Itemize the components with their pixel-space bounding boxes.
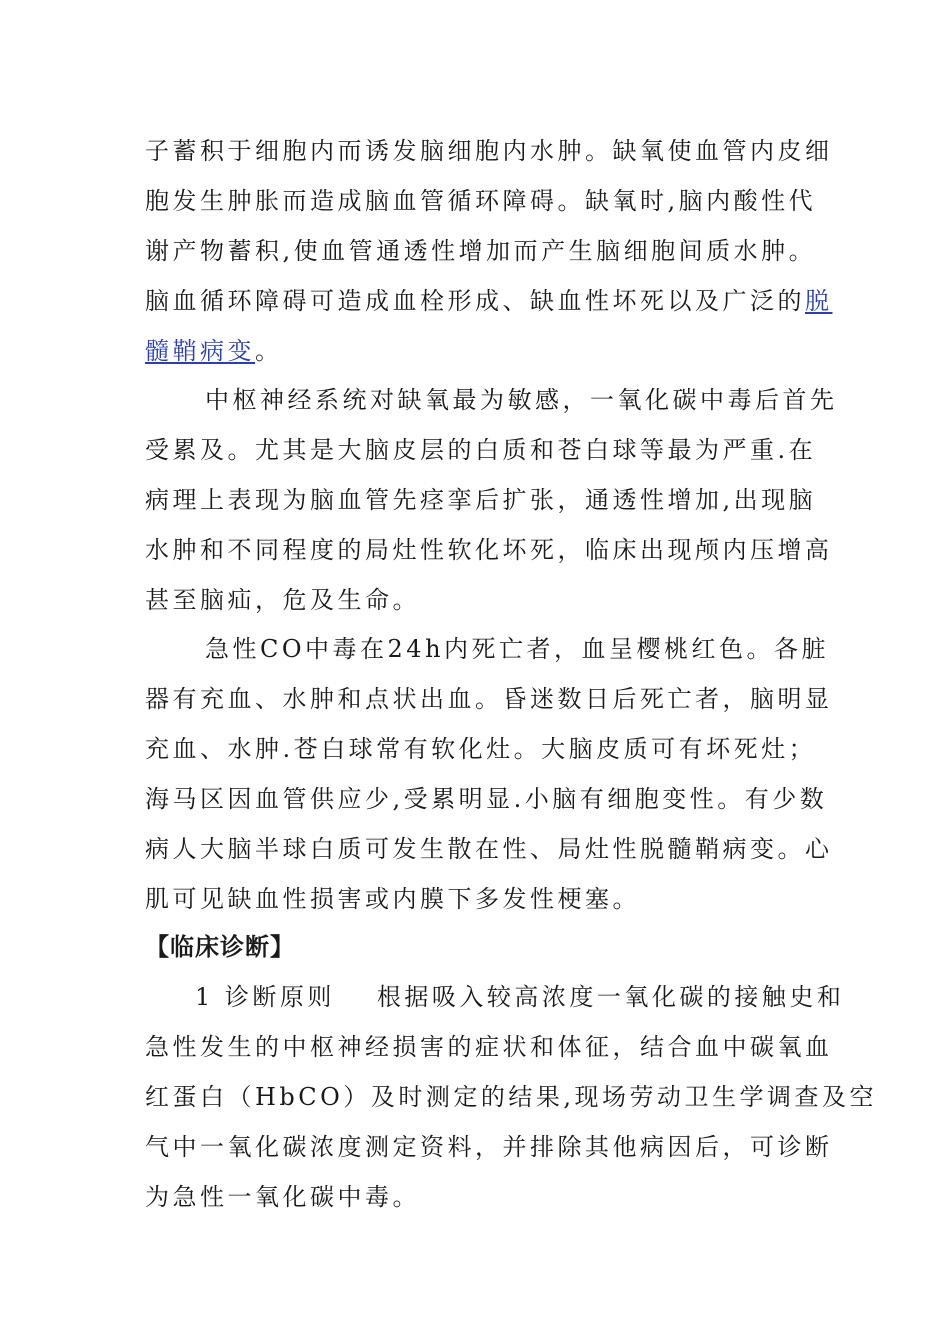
paragraph-line	[145, 286, 833, 316]
paragraph-line: 受累及。尤其是大脑皮层的白质和苍白球等最为严重.在	[145, 436, 817, 464]
demyelination-link[interactable]: 脱	[805, 287, 833, 315]
paragraph-line: 甚至脑疝，危及生命。	[145, 586, 420, 614]
paragraph-line: 气中一氧化碳浓度测定资料，并排除其他病因后，可诊断	[145, 1133, 833, 1161]
paragraph-line: 胞发生肿胀而造成脑血管循环障碍。缺氧时,脑内酸性代	[145, 187, 817, 215]
paragraph-line: 急性CO中毒在24h内死亡者，血呈樱桃红色。各脏	[205, 635, 830, 663]
paragraph-line: 谢产物蓄积,使血管通透性增加而产生脑细胞间质水肿。	[145, 237, 817, 265]
paragraph-line: 红蛋白（HbCO）及时测定的结果,现场劳动卫生学调查及空	[145, 1083, 877, 1111]
paragraph-line: 中枢神经系统对缺氧最为敏感，一氧化碳中毒后首先	[205, 386, 838, 414]
paragraph-line: 病人大脑半球白质可发生散在性、局灶性脱髓鞘病变。心	[145, 835, 833, 863]
paragraph-line: 病理上表现为脑血管先痉挛后扩张，通透性增加,出现脑	[145, 486, 817, 514]
paragraph-text: 脑血循环障碍可造成血栓形成、缺血性坏死以及广泛的	[145, 287, 805, 315]
section-heading: 【临床诊断】	[145, 933, 295, 961]
paragraph-line: 急性发生的中枢神经损害的症状和体征，结合血中碳氧血	[145, 1033, 833, 1061]
demyelination-link[interactable]: 髓鞘病变	[145, 337, 255, 365]
paragraph-text: 根据吸入较高浓度一氧化碳的接触史和	[376, 983, 845, 1011]
paragraph-line: 肌可见缺血性损害或内膜下多发性梗塞。	[145, 885, 640, 913]
paragraph-line	[195, 982, 844, 1012]
paragraph-line: 为急性一氧化碳中毒。	[145, 1183, 420, 1211]
paragraph-line: 海马区因血管供应少,受累明显.小脑有细胞变性。有少数	[145, 785, 828, 813]
paragraph-line: 子蓄积于细胞内而诱发脑细胞内水肿。缺氧使血管内皮细	[145, 137, 833, 165]
paragraph-line: 充血、水肿.苍白球常有软化灶。大脑皮质可有坏死灶；	[145, 735, 817, 763]
paragraph-text: 。	[255, 337, 283, 365]
paragraph-line: 水肿和不同程度的局灶性软化坏死，临床出现颅内压增高	[145, 536, 833, 564]
paragraph-line	[145, 336, 283, 366]
diagnosis-principle-label: 1 诊断原则	[195, 983, 335, 1011]
paragraph-line: 器有充血、水肿和点状出血。昏迷数日后死亡者，脑明显	[145, 685, 833, 713]
